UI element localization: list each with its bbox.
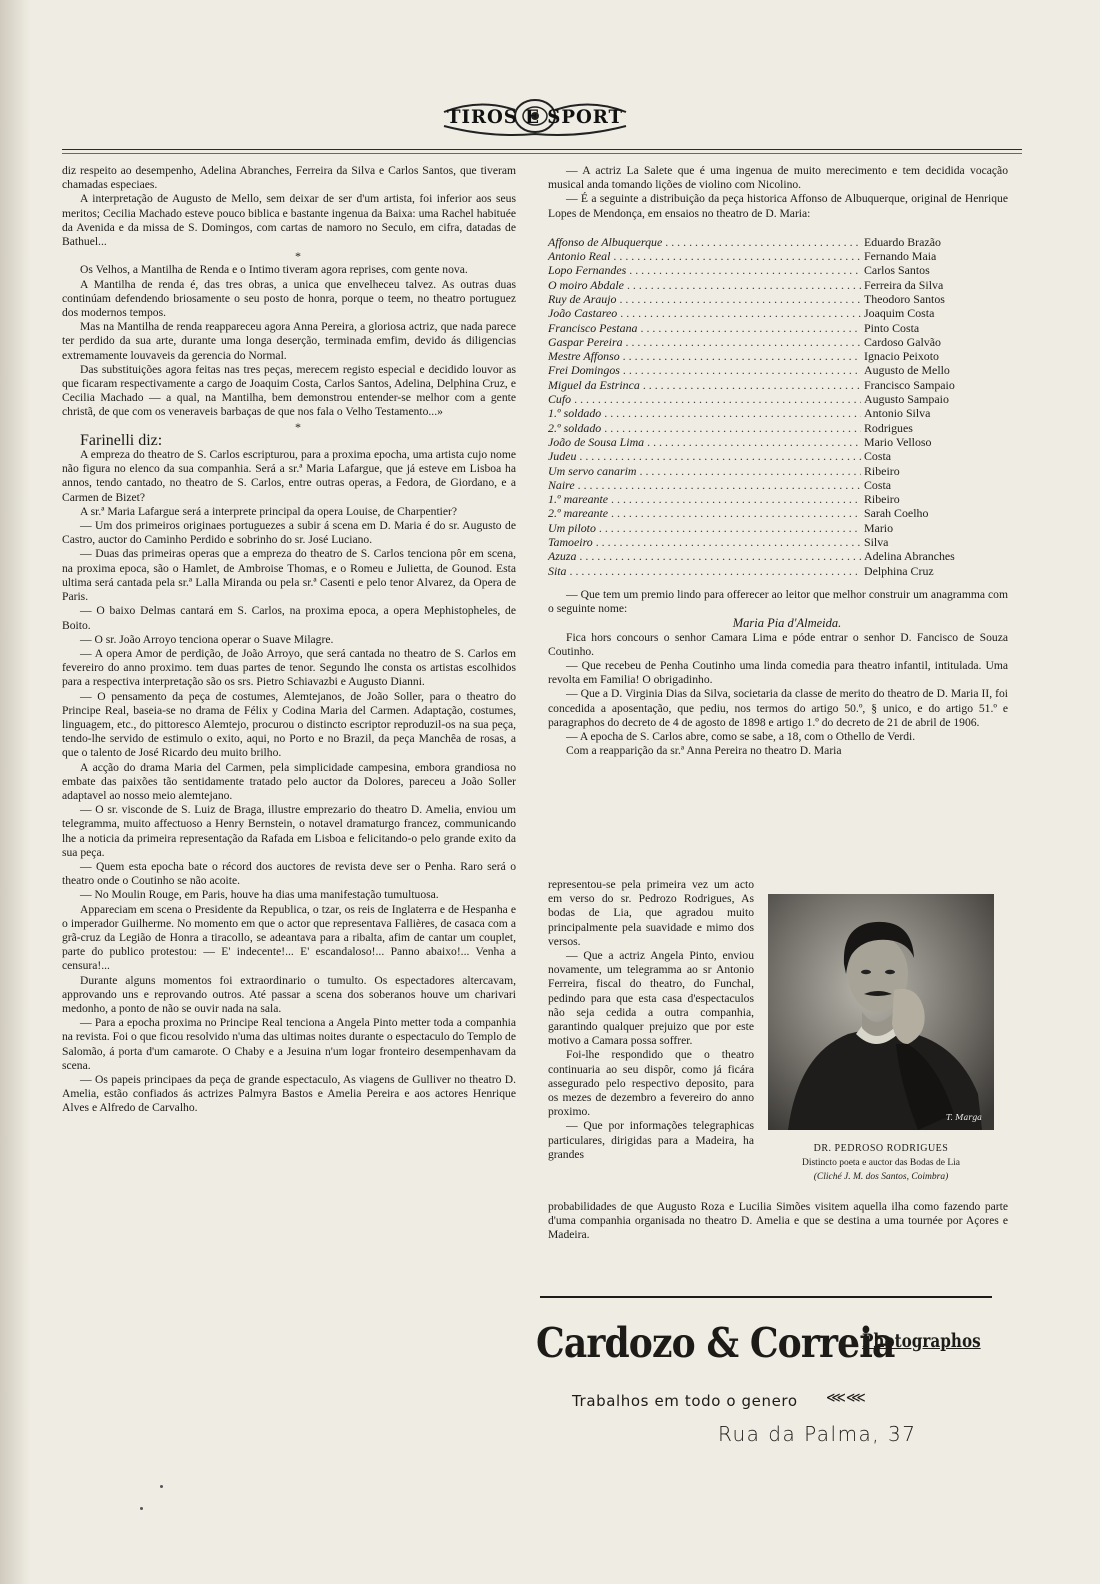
- cast-actor: Delphina Cruz: [864, 563, 934, 578]
- anagram-name: Maria Pia d'Almeida.: [732, 616, 842, 631]
- article-paragraph: diz respeito ao desempenho, Adelina Abranches, Ferreira da Silva e Carlos Santos, que tiveram chamadas especiaes.: [62, 164, 516, 192]
- cast-row: [548, 535, 1008, 549]
- cast-leader-dots: [620, 306, 861, 320]
- article-paragraph: — Quem esta epocha bate o récord dos auctores de revista deve ser o Penha. Raro será o theatro onde o Coutinho se não acoite.: [62, 859, 516, 888]
- article-paragraph: — A actriz La Salete que é uma ingenua de muito merecimento e tem decidida vocação musical anda tomando lições de violino com Nicolino.: [548, 164, 1008, 192]
- cast-role: Tamoeiro: [548, 535, 593, 550]
- cast-row: [548, 564, 1008, 578]
- cast-role: Judeu: [548, 449, 577, 464]
- section-separator-star: *: [295, 249, 301, 264]
- cast-row: [548, 321, 1008, 335]
- cast-leader-dots: [629, 263, 861, 277]
- cast-leader-dots: [596, 535, 861, 549]
- cast-leader-dots: [611, 506, 861, 520]
- cast-actor: Fernando Maia: [864, 249, 937, 264]
- cast-role: Lopo Fernandes: [548, 263, 627, 278]
- final-paragraph-block: [548, 1200, 1008, 1243]
- cast-leader-dots: [640, 464, 861, 478]
- cast-role: Azuza: [548, 549, 577, 564]
- cast-leader-dots: [611, 492, 861, 506]
- portrait-photo: [768, 894, 994, 1130]
- cast-role: 2.º soldado: [548, 420, 602, 435]
- cast-leader-dots: [604, 406, 861, 420]
- article-paragraph: — O pensamento da peça de costumes, Alemtejanos, de João Soller, para o theatro do Principe Real, baseia-se no drama de Félix y Codina Maria del Carmen. Adaptação, costumes, linguagem, etc., do pittoresco Alemtejo, procurou o distincto escriptor reproduzil-os na sua peça, tendo-lhe servido de estimulo o exito, aqui, no Porto e no Brazil, da peça Manchêa de rosas, a que o talento de José Ricardo deu muito brilho.: [62, 689, 516, 760]
- cast-role: 2.º mareante: [548, 506, 609, 521]
- advert-arrow-icon: ⋘⋘: [826, 1390, 866, 1406]
- photo-wrap-text: [548, 878, 754, 1162]
- article-paragraph: representou-se pela primeira vez um acto em verso do sr. Pedrozo Rodrigues, As bodas de Lia, que agradou muito principalmente pela suavidade e mimo dos versos.: [548, 878, 754, 948]
- cast-role: Cufo: [548, 392, 572, 407]
- cast-actor: Francisco Sampaio: [864, 377, 955, 392]
- photo-caption-credit: (Cliché J. M. dos Santos, Coimbra): [813, 1172, 949, 1182]
- article-paragraph: — Os papeis principaes da peça de grande espectaculo, As viagens de Gulliver no theatro D. Amelia, estão confiados ás actrizes Palmyra Bastos e Amelia Pereira e aos actores Henrique Alves e Alfredo de Carvalho.: [62, 1073, 516, 1115]
- cast-role: 1.º mareante: [548, 492, 609, 507]
- left-column: [62, 164, 516, 1116]
- photo-caption: [756, 1142, 1006, 1184]
- article-paragraph: — O sr. visconde de S. Luiz de Braga, illustre emprezario do theatro D. Amelia, enviou um telegramma, muito affectuoso a Henry Bernstein, o notavel dramaturgo francez, communicando lhe a noticia da primeira representação da Rafada em Lisboa e felicitando-o pelo grande exito da sua peça.: [62, 803, 516, 859]
- section-heading: Farinelli diz:: [80, 431, 163, 449]
- cast-actor: Eduardo Brazão: [864, 234, 941, 249]
- cast-row: [548, 421, 1008, 435]
- cast-row: [548, 292, 1008, 306]
- cast-actor: Cardoso Galvão: [864, 334, 941, 349]
- cast-list: [548, 235, 1008, 578]
- article-paragraph: — É a seguinte a distribuição da peça historica Affonso de Albuquerque, original de Henrique Lopes de Mendonça, em ensaios no theatro de D. Maria:: [548, 192, 1008, 220]
- masthead-text: TIROS E SPORT: [447, 106, 623, 128]
- ink-speck: [160, 1485, 163, 1488]
- article-paragraph: Das substituições agora feitas nas tres peças, merecem registo especial e decidido louvor as que ficaram respectivamente a cargo de Joaquim Costa, Carlos Santos, Adelina, Delphina Cruz, e Cecilia Machado — a qual, na Mantilha, bem demonstrou entender-se melhor com a gente christã, de que com os veneraveis barbaças de que nos fala o Velho Testamento...»: [62, 362, 516, 419]
- article-paragraph: — A epocha de S. Carlos abre, como se sabe, a 18, com o Othello de Verdi.: [566, 729, 916, 743]
- cast-row: [548, 235, 1008, 249]
- article-paragraph: — Para a epocha proxima no Principe Real tenciona a Angela Pinto metter toda a companhia na revista. Foi o que ficou resolvido n'uma das ultimas noites durante o espectaculo do Templo de Salomão, á porta d'um camarote. O Chaby e a Jesuina n'um logar fronteiro desempenhavam da scena.: [62, 1016, 516, 1072]
- cast-actor: Antonio Silva: [864, 406, 931, 421]
- cast-actor: Ribeiro: [864, 492, 900, 507]
- cast-leader-dots: [647, 435, 861, 449]
- article-paragraph: — A opera Amor de perdição, de João Arroyo, que será cantada no theatro de S. Carlos em fevereiro do anno proximo. tem duas partes de tenor. Segundo lhe consta os artistas escolhidos para a respectiva interpretação são os srs. Pietro Schiavazbi e Augusto Dianni.: [62, 646, 516, 689]
- photo-signature: T. Marga: [946, 1113, 982, 1122]
- cast-actor: Costa: [864, 449, 892, 464]
- cast-role: Frei Domingos: [548, 363, 620, 378]
- cast-leader-dots: [641, 321, 862, 335]
- cast-actor: Pinto Costa: [864, 320, 920, 335]
- cast-leader-dots: [623, 363, 861, 377]
- article-paragraph: — O baixo Delmas cantará em S. Carlos, na proxima epoca, a opera Mephistopheles, de Boito.: [62, 604, 516, 632]
- cast-actor: Ribeiro: [864, 463, 900, 478]
- cast-row: [548, 478, 1008, 492]
- cast-row: [548, 521, 1008, 535]
- article-paragraph: — Que tem um premio lindo para offerecer ao leitor que melhor construir um anagramma com o seguinte nome:: [548, 587, 1008, 616]
- cast-row: [548, 378, 1008, 392]
- cast-leader-dots: [626, 335, 861, 349]
- advert-tagline: Trabalhos em todo o genero: [572, 1392, 798, 1410]
- cast-role: Affonso de Albuquerque: [548, 234, 663, 249]
- article-paragraph: A empreza do theatro de S. Carlos escripturou, para a proxima epocha, uma artista cujo nome não figura no elenco da sua companhia. Será a sr.ª Maria Lafargue, que já esteve em Lisboa ha annos, tendo cantado, no theatro de S. Carlos, entre outras operas, a Fedora, de Giordano, e a Carmen de Bizet?: [62, 448, 516, 504]
- ink-speck: [140, 1507, 143, 1510]
- cast-row: [548, 249, 1008, 263]
- cast-row: [548, 406, 1008, 420]
- article-paragraph: probabilidades de que Augusto Roza e Lucilia Simões visitem aquella ilha como fazendo parte d'uma companhia organisada no theatro D. Amelia e que se destina a uma tournée por Açores e Madeira.: [548, 1200, 1008, 1242]
- advert-profession: Photographos: [862, 1330, 981, 1352]
- article-paragraph: A Mantilha de renda é, das tres obras, a unica que envelheceu talvez. As outras duas continúam defendendo briosamente o seu posto de honra, porque o teem, no theatro portuguez dos modernos tempos.: [62, 277, 516, 320]
- cast-row: [548, 506, 1008, 520]
- cast-leader-dots: [579, 449, 861, 463]
- cast-role: Um piloto: [548, 520, 596, 535]
- advert-address: Rua da Palma, 37: [718, 1422, 917, 1446]
- article-paragraph: Com a reapparição da sr.ª Anna Pereira no theatro D. Maria: [566, 744, 842, 758]
- cast-role: Mestre Affonso: [548, 349, 620, 364]
- cast-actor: Theodoro Santos: [864, 292, 945, 306]
- cast-row: [548, 392, 1008, 406]
- cast-row: [548, 363, 1008, 377]
- cast-actor: Augusto de Mello: [864, 363, 950, 378]
- cast-row: [548, 435, 1008, 449]
- article-paragraph: A acção do drama Maria del Carmen, pela simplicidade campesina, embora grandiosa no embate das paixões tão sentidamente tratado pelo auctor da Dolores, pareceu a João Soller adaptavel ao nosso meio alemtejano.: [62, 760, 516, 802]
- article-paragraph: — No Moulin Rouge, em Paris, houve ha dias uma manifestação tumultuosa.: [80, 888, 439, 902]
- article-paragraph: — Que por informações telegraphicas particulares, dirigidas para a Madeira, ha grandes: [548, 1119, 754, 1161]
- cast-leader-dots: [643, 378, 861, 392]
- header-rule: [62, 149, 1022, 150]
- cast-actor: Ferreira da Silva: [864, 277, 944, 292]
- cast-leader-dots: [578, 478, 861, 492]
- cast-role: Gaspar Pereira: [548, 334, 623, 349]
- article-paragraph: — Que a D. Virginia Dias da Silva, societaria da classe de merito do theatro de D. Maria II, foi concedida a aposentação, que pediu, nos termos do artigo 50.º, § unico, e do artigo 51.º e paragraphos do decreto de 4 de agosto de 1898 e artigo 1.º do decreto de 21 de abril de 1906.: [548, 687, 1008, 729]
- cast-actor: Costa: [864, 477, 892, 492]
- cast-actor: Sarah Coelho: [864, 506, 929, 521]
- advert-business-name: Cardozo & Correia: [536, 1319, 895, 1367]
- cast-leader-dots: [613, 249, 861, 263]
- right-column: [548, 164, 1008, 758]
- article-paragraph: Os Velhos, a Mantilha de Renda e o Intimo tiveram agora reprises, com gente nova.: [80, 263, 468, 277]
- cast-actor: Joaquim Costa: [864, 306, 935, 321]
- article-paragraph: — Um dos primeiros originaes portuguezes a subir á scena em D. Maria é do sr. Augusto de Castro, auctor do Caminho Perdido e sobrinho do sr. José Luciano.: [62, 519, 516, 547]
- cast-leader-dots: [619, 292, 861, 306]
- cast-role: Ruy de Araujo: [548, 292, 617, 306]
- cast-row: [548, 449, 1008, 463]
- photo-caption-subtitle: Distincto poeta e auctor das Bodas de Lia: [801, 1158, 961, 1168]
- cast-role: Francisco Pestana: [548, 320, 638, 335]
- article-paragraph: Durante alguns momentos foi extraordinario o tumulto. Os espectadores altercavam, approvando uns e reprovando outros. Até passar a scena dos soberanos houve um charivari medonho, a ponto de não se ouvir nada na sala.: [62, 973, 516, 1015]
- cast-role: O moiro Abdale: [548, 277, 624, 292]
- cast-role: Antonio Real: [548, 249, 611, 264]
- cast-leader-dots: [623, 349, 861, 363]
- article-paragraph: Foi-lhe respondido que o theatro continuaria ao seu dispôr, como já ficára assegurado pelo respectivo deposito, para os mezes de dezembro a fevereiro do anno proximo.: [548, 1048, 754, 1119]
- header-rule-thin: [62, 153, 1022, 154]
- cast-actor: Mario: [864, 520, 894, 535]
- cast-actor: Mario Velloso: [864, 434, 932, 449]
- cast-role: Miguel da Estrinca: [548, 377, 640, 392]
- page-edge-shadow: [0, 0, 30, 1584]
- cast-actor: Silva: [864, 535, 889, 550]
- cast-row: [548, 306, 1008, 320]
- section-separator-star: *: [295, 419, 301, 434]
- article-paragraph: — O sr. João Arroyo tenciona operar o Suave Milagre.: [80, 632, 334, 646]
- cast-actor: Rodrigues: [864, 420, 913, 435]
- cast-row: [548, 263, 1008, 277]
- cast-actor: Carlos Santos: [864, 263, 930, 278]
- advert-rule: [540, 1296, 992, 1298]
- cast-leader-dots: [579, 549, 861, 563]
- cast-leader-dots: [627, 278, 861, 292]
- article-paragraph: Appareciam em scena o Presidente da Republica, o tzar, os reis de Inglaterra e de Hespanha e o imperador Guilherme. No momento em que o actor que representava Fallières, de casaca com a grã-cruz da Legião de Honra a tiracollo, se adeantava para a ribalta, afim de cantar um couplet, parte do publico protestou: — E' indecente!... E' escandaloso!... Panno abaixo!... Venha a censura!...: [62, 902, 516, 973]
- article-paragraph: Fica hors concours o senhor Camara Lima e póde entrar o senhor D. Fancisco de Souza Coutinho.: [548, 630, 1008, 658]
- cast-row: [548, 335, 1008, 349]
- cast-row: [548, 278, 1008, 292]
- cast-leader-dots: [665, 235, 861, 249]
- cast-role: João de Sousa Lima: [548, 434, 645, 449]
- cast-actor: Adelina Abranches: [864, 549, 955, 564]
- article-paragraph: A interpretação de Augusto de Mello, sem deixar de ser d'um artista, foi inferior aos seus meritos; Cecilia Machado esteve pouco biblica e bastante ingenua da Baixa: uma Rachel habituée da Avenida e da missa de S. Domingos, com cartas de namoro no Seculo, em cifra, datadas de Bathuel...: [62, 192, 516, 249]
- cast-role: Sita: [548, 563, 567, 578]
- photo-caption-title: DR. PEDROSO RODRIGUES: [813, 1143, 949, 1154]
- masthead-logo: [440, 92, 630, 138]
- cast-actor: Ignacio Peixoto: [864, 349, 939, 364]
- article-paragraph: Mas na Mantilha de renda reappareceu agora Anna Pereira, a gloriosa actriz, que nada parece ter perdido da sua arte, durante uma longa deserção, terminada emfim, devido ás diligencias extremamente louvaveis da gerencia do Normal.: [62, 320, 516, 362]
- cast-row: [548, 464, 1008, 478]
- cast-leader-dots: [574, 392, 861, 406]
- cast-row: [548, 492, 1008, 506]
- cast-leader-dots: [604, 421, 861, 435]
- cast-actor: Augusto Sampaio: [864, 392, 949, 407]
- cast-row: [548, 349, 1008, 363]
- cast-role: João Castareo: [548, 306, 618, 321]
- cast-role: Um servo canarim: [548, 463, 637, 478]
- cast-role: Naire: [548, 477, 575, 492]
- cast-role: 1.º soldado: [548, 406, 602, 421]
- article-paragraph: A sr.ª Maria Lafargue será a interprete principal da opera Louise, de Charpentier?: [80, 504, 458, 518]
- cast-leader-dots: [599, 521, 861, 535]
- article-paragraph: — Que a actriz Angela Pinto, enviou novamente, um telegramma ao sr Antonio Ferreira, fiscal do theatro, do Funchal, pedindo para que esta casa d'espectaculos não seja cedida a outra companhia, garantindo qualquer prejuizo que por este motivo a Camara possa soffrer.: [548, 949, 754, 1048]
- cast-row: [548, 549, 1008, 563]
- article-paragraph: — Duas das primeiras operas que a empreza do theatro de S. Carlos tenciona pôr em scena, na proxima epoca, são o Hamlet, de Ambroise Thomas, e o Romeu e Julietta, de Gounod. Esta ultima será cantada pela sr.ª Lalla Miranda ou pela sr.ª Casenti e pelo tenor Alvarez, da Opera de Paris.: [62, 547, 516, 604]
- cast-leader-dots: [570, 564, 862, 578]
- article-paragraph: — Que recebeu de Penha Coutinho uma linda comedia para theatro infantil, intitulada. Uma revolta em Familia! O obrigadinho.: [548, 658, 1008, 687]
